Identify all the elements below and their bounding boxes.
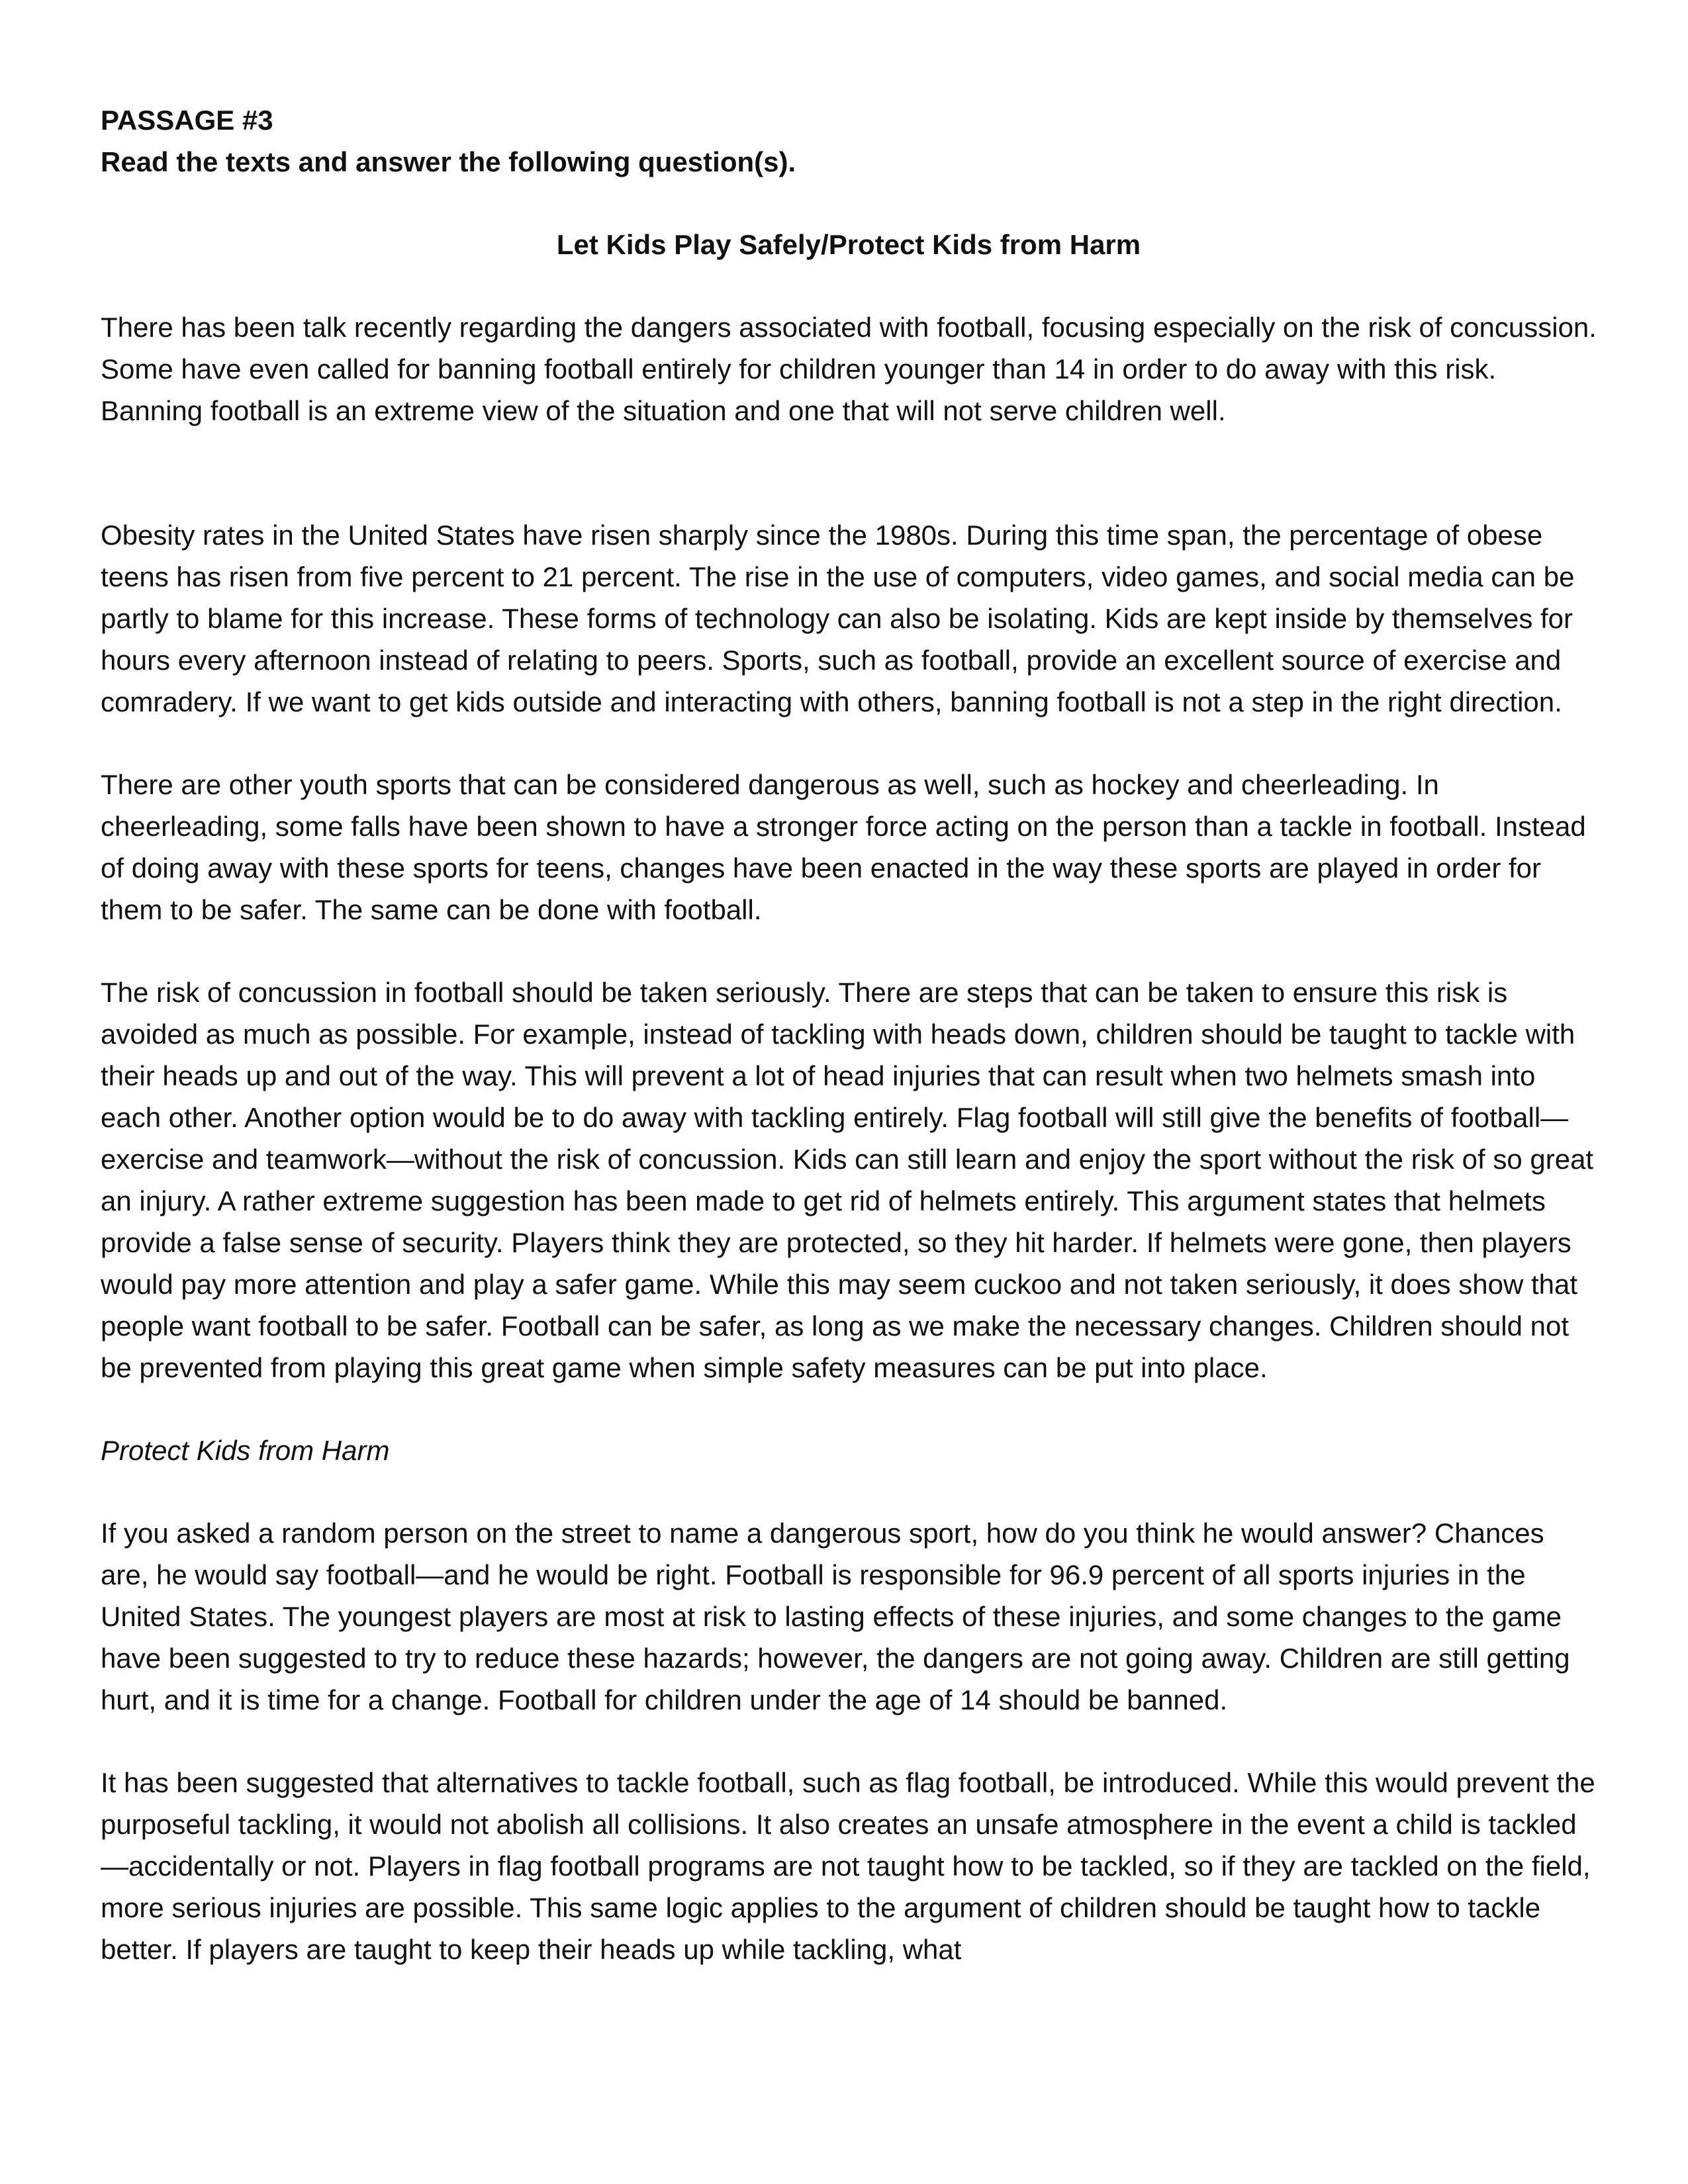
text2-paragraph-2: It has been suggested that alternatives to tackle football, such as flag football, be introduced. While this would prevent the purposeful tackling, it would not abolish all collisions. It also creates an unsafe atmosphere in the event a child is tackled—accidentally or not. Players in flag football programs are not taught how to be tackled, so if they are tackled on the field, more serious injuries are possible. This same logic applies to the argument of children should be taught how to tackle better. If players are taught to keep their heads up while tackling, what — [101, 1767, 1595, 1965]
document-page — [101, 99, 1597, 1970]
passage-title: Let Kids Play Safely/Protect Kids from Harm — [556, 229, 1141, 260]
text1-paragraph-1: There has been talk recently regarding the dangers associated with football, focusing especially on the risk of concussion. Some have even called for banning football entirely for children younger than 14 in order to do away with this risk. Banning football is an extreme view of the situation and one that will not serve children well. — [101, 312, 1597, 426]
passage-label: PASSAGE #3 — [101, 105, 273, 136]
text1-paragraph-3: There are other youth sports that can be considered dangerous as well, such as hockey and cheerleading. In cheerleading, some falls have been shown to have a stronger force acting on the person than a tackle in football. Instead of doing away with these sports for teens, changes have been enacted in the way these sports are played in order for them to be safer. The same can be done with football. — [101, 769, 1586, 925]
text2-paragraph-1: If you asked a random person on the street to name a dangerous sport, how do you think he would answer? Chances are, he would say football—and he would be right. Football is responsible for 96.9 percent of all sports injuries in the United States. The youngest players are most at risk to lasting effects of these injuries, and some changes to the game have been suggested to try to reduce these hazards; however, the dangers are not going away. Children are still getting hurt, and it is time for a change. Football for children under the age of 14 should be banned. — [101, 1518, 1570, 1715]
text1-paragraph-4: The risk of concussion in football should be taken seriously. There are steps that can be taken to ensure this risk is avoided as much as possible. For example, instead of tackling with heads down, children should be taught to tackle with their heads up and out of the way. This will prevent a lot of head injuries that can result when two helmets smash into each other. Another option would be to do away with tackling entirely. Flag football will still give the benefits of football—exercise and teamwork—without the risk of concussion. Kids can still learn and enjoy the sport without the risk of so great an injury. A rather extreme suggestion has been made to get rid of helmets entirely. This argument states that helmets provide a false sense of security. Players think they are protected, so they hit harder. If helmets were gone, then players would pay more attention and play a safer game. While this may seem cuckoo and not taken seriously, it does show that people want football to be safer. Football can be safer, as long as we make the necessary changes. Children should not be prevented from playing this great game when simple safety measures can be put into place. — [101, 977, 1594, 1383]
instructions: Read the texts and answer the following question(s). — [101, 146, 796, 177]
text1-paragraph-2: Obesity rates in the United States have risen sharply since the 1980s. During this time span, the percentage of obese teens has risen from five percent to 21 percent. The rise in the use of computers, video games, and social media can be partly to blame for this increase. These forms of technology can also be isolating. Kids are kept inside by themselves for hours every afternoon instead of relating to peers. Sports, such as football, provide an excellent source of exercise and comradery. If we want to get kids outside and interacting with others, banning football is not a step in the right direction. — [101, 520, 1575, 717]
text2-subheading: Protect Kids from Harm — [101, 1435, 390, 1466]
